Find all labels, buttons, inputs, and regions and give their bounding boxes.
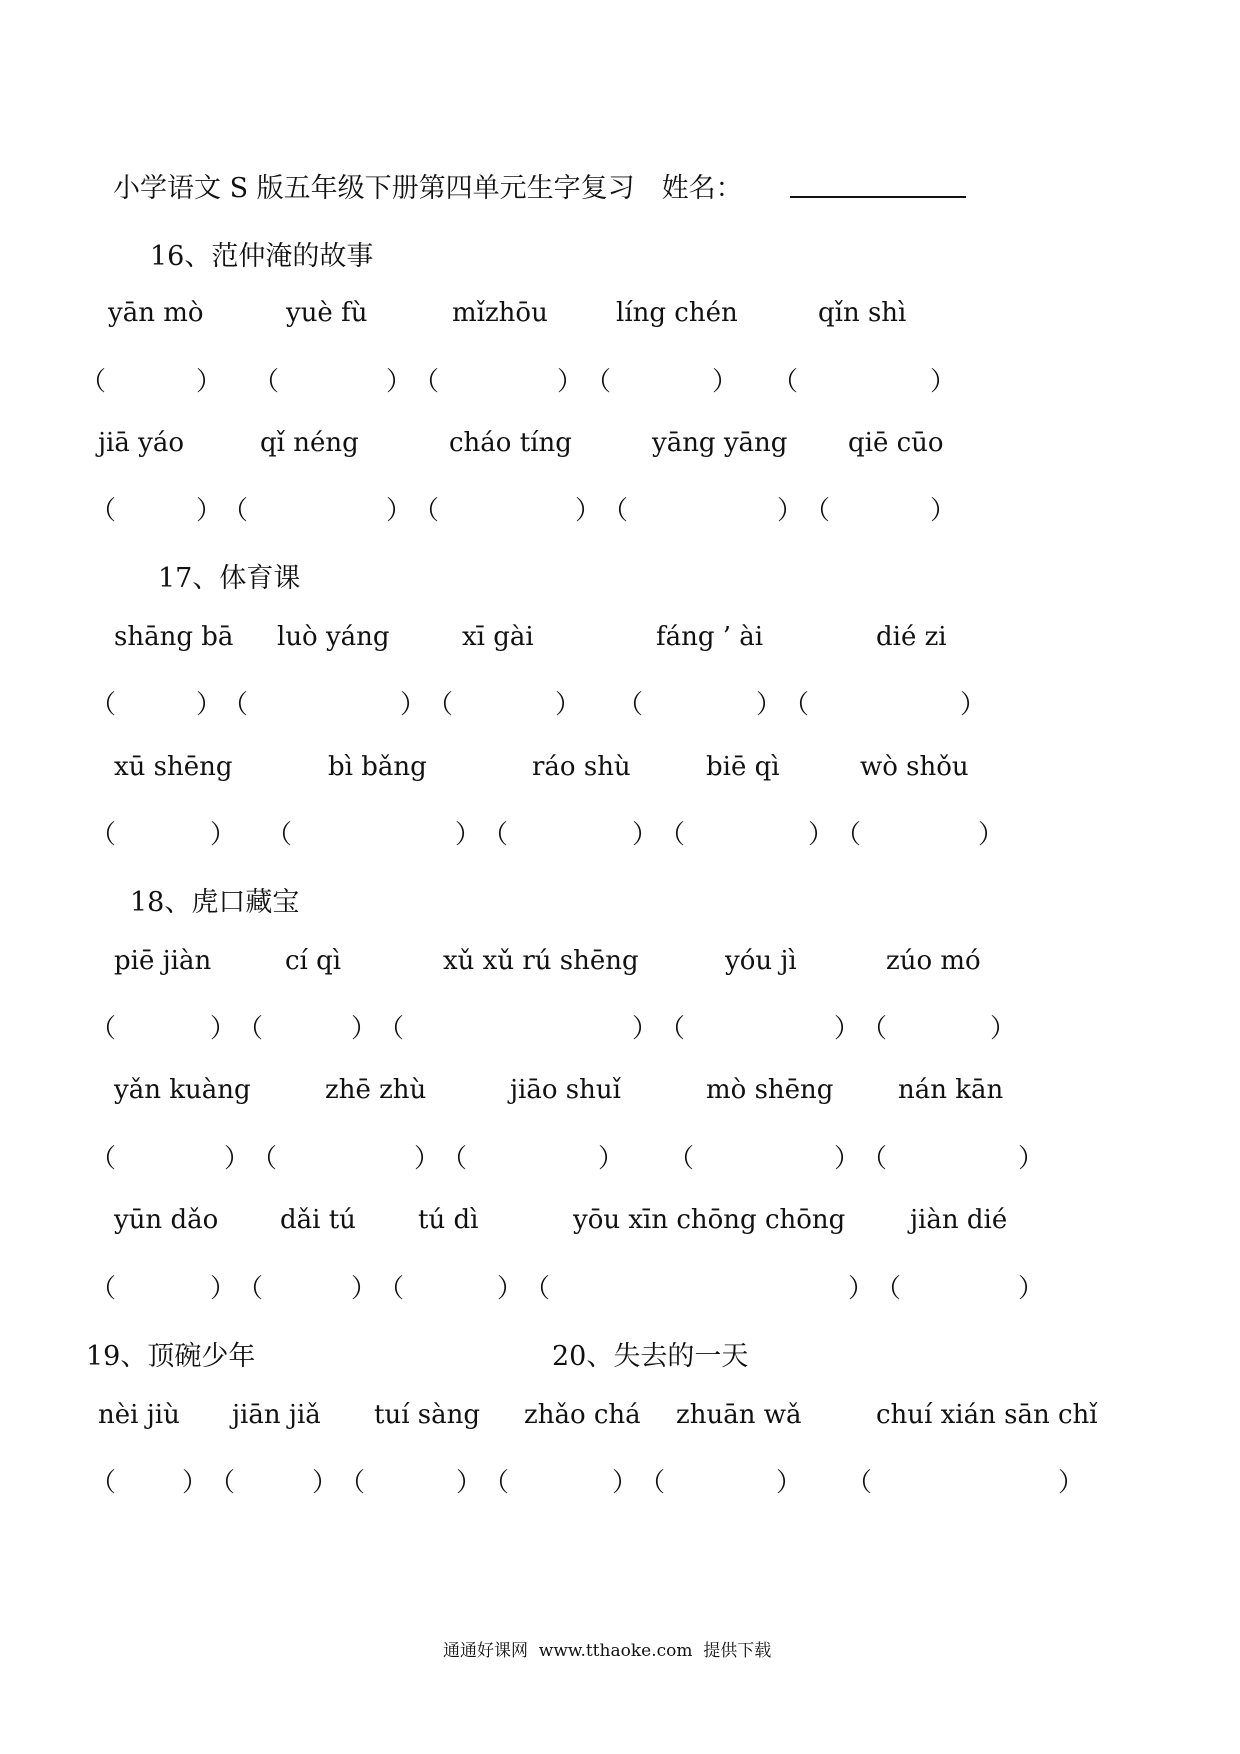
pinyin-item: jiāo shuǐ <box>510 1075 621 1105</box>
answer-paren-close: ） <box>414 1144 441 1174</box>
answer-paren-close: ） <box>978 820 1005 850</box>
answer-paren-open: （ <box>413 496 440 526</box>
pinyin-item: líng chén <box>616 298 738 328</box>
answer-paren-close: ） <box>497 1274 524 1304</box>
answer-paren-close: ） <box>632 1014 659 1044</box>
answer-paren-open: （ <box>772 367 799 397</box>
page-title: 小学语文 S 版五年级下册第四单元生字复习 姓名： <box>113 173 743 204</box>
answer-paren-close: ） <box>456 1468 483 1498</box>
answer-paren-open: （ <box>427 690 454 720</box>
answer-paren-open: （ <box>482 820 509 850</box>
answer-paren-close: ） <box>808 820 835 850</box>
pinyin-item: dié zi <box>876 622 947 652</box>
pinyin-item: zhǎo chá <box>524 1400 641 1430</box>
answer-paren-open: （ <box>253 367 280 397</box>
answer-paren-open: （ <box>90 496 117 526</box>
answer-paren-close: ） <box>351 1274 378 1304</box>
answer-paren-open: （ <box>378 1274 405 1304</box>
answer-paren-close: ） <box>210 1014 237 1044</box>
answer-paren-close: ） <box>1018 1274 1045 1304</box>
answer-paren-open: （ <box>90 820 117 850</box>
section-heading-17: 17、体育课 <box>158 563 301 594</box>
answer-paren-close: ） <box>575 496 602 526</box>
section-heading-16: 16、范仲淹的故事 <box>150 241 374 272</box>
answer-paren-open: （ <box>602 496 629 526</box>
answer-paren-close: ） <box>351 1014 378 1044</box>
answer-paren-close: ） <box>612 1468 639 1498</box>
pinyin-item: qiē cūo <box>848 428 944 458</box>
section-heading-20: 20、失去的一天 <box>552 1341 749 1372</box>
answer-paren-close: ） <box>312 1468 339 1498</box>
pinyin-item: bì bǎng <box>328 752 427 782</box>
pinyin-item: yóu jì <box>725 946 797 976</box>
pinyin-item: yǎn kuàng <box>114 1075 251 1105</box>
pinyin-item: nèi jiù <box>98 1400 180 1430</box>
answer-paren-open: （ <box>524 1274 551 1304</box>
answer-paren-open: （ <box>90 1144 117 1174</box>
answer-paren-close: ） <box>960 690 987 720</box>
answer-paren-close: ） <box>386 496 413 526</box>
answer-paren-open: （ <box>441 1144 468 1174</box>
pinyin-item: zúo mó <box>886 946 981 976</box>
pinyin-item: cháo tíng <box>449 428 572 458</box>
section-heading-19: 19、顶碗少年 <box>86 1341 256 1372</box>
answer-paren-open: （ <box>483 1468 510 1498</box>
pinyin-item: yūn dǎo <box>114 1205 219 1235</box>
pinyin-item: zhē zhù <box>325 1075 427 1105</box>
pinyin-item: ráo shù <box>532 752 631 782</box>
answer-paren-open: （ <box>237 1274 264 1304</box>
answer-paren-open: （ <box>413 367 440 397</box>
answer-paren-open: （ <box>222 496 249 526</box>
answer-paren-open: （ <box>266 820 293 850</box>
answer-paren-close: ） <box>386 367 413 397</box>
answer-paren-close: ） <box>632 820 659 850</box>
page-footer: 通通好课网 www.tthaoke.com 提供下载 <box>443 1641 772 1661</box>
answer-paren-open: （ <box>237 1014 264 1044</box>
pinyin-item: jiā yáo <box>98 428 184 458</box>
answer-paren-open: （ <box>251 1144 278 1174</box>
answer-paren-open: （ <box>861 1144 888 1174</box>
name-blank-line <box>790 196 966 198</box>
answer-paren-close: ） <box>196 367 223 397</box>
pinyin-item: nán kān <box>898 1075 1004 1105</box>
answer-paren-open: （ <box>668 1144 695 1174</box>
answer-paren-open: （ <box>80 367 107 397</box>
answer-paren-close: ） <box>455 820 482 850</box>
answer-paren-close: ） <box>196 690 223 720</box>
pinyin-item: mò shēng <box>706 1075 834 1105</box>
answer-paren-close: ） <box>598 1144 625 1174</box>
answer-paren-open: （ <box>639 1468 666 1498</box>
answer-paren-open: （ <box>783 690 810 720</box>
answer-paren-close: ） <box>210 1274 237 1304</box>
answer-paren-close: ） <box>834 1014 861 1044</box>
pinyin-item: mǐzhōu <box>452 298 548 328</box>
answer-paren-close: ） <box>210 820 237 850</box>
answer-paren-open: （ <box>378 1014 405 1044</box>
answer-paren-close: ） <box>756 690 783 720</box>
answer-paren-close: ） <box>182 1468 209 1498</box>
answer-paren-open: （ <box>804 496 831 526</box>
pinyin-item: qǐn shì <box>818 298 907 328</box>
pinyin-item: fáng ’ ài <box>656 622 764 652</box>
answer-paren-open: （ <box>222 690 249 720</box>
pinyin-item: yuè fù <box>286 298 368 328</box>
answer-paren-close: ） <box>196 496 223 526</box>
pinyin-item: yān mò <box>108 298 204 328</box>
answer-paren-open: （ <box>90 690 117 720</box>
answer-paren-open: （ <box>861 1014 888 1044</box>
answer-paren-close: ） <box>1018 1144 1045 1174</box>
pinyin-item: tuí sàng <box>374 1400 481 1430</box>
answer-paren-close: ） <box>834 1144 861 1174</box>
answer-paren-close: ） <box>848 1274 875 1304</box>
answer-paren-close: ） <box>776 1468 803 1498</box>
answer-paren-open: （ <box>617 690 644 720</box>
section-heading-18: 18、虎口藏宝 <box>130 887 300 918</box>
answer-paren-open: （ <box>875 1274 902 1304</box>
pinyin-item: chuí xián sān chǐ <box>876 1400 1098 1430</box>
answer-paren-open: （ <box>90 1014 117 1044</box>
answer-paren-close: ） <box>930 496 957 526</box>
answer-paren-close: ） <box>224 1144 251 1174</box>
pinyin-item: yōu xīn chōng chōng <box>573 1205 846 1235</box>
pinyin-item: tú dì <box>418 1205 479 1235</box>
pinyin-item: xǔ xǔ rú shēng <box>443 946 639 976</box>
answer-paren-close: ） <box>777 496 804 526</box>
pinyin-item: luò yáng <box>277 622 390 652</box>
answer-paren-open: （ <box>339 1468 366 1498</box>
answer-paren-close: ） <box>1058 1468 1085 1498</box>
answer-paren-open: （ <box>585 367 612 397</box>
answer-paren-open: （ <box>659 820 686 850</box>
pinyin-item: biē qì <box>706 752 780 782</box>
pinyin-item: yāng yāng <box>652 428 788 458</box>
pinyin-item: shāng bā <box>114 622 234 652</box>
pinyin-item: jiàn dié <box>910 1205 1008 1235</box>
answer-paren-open: （ <box>90 1468 117 1498</box>
pinyin-item: dǎi tú <box>280 1205 356 1235</box>
answer-paren-close: ） <box>990 1014 1017 1044</box>
answer-paren-open: （ <box>835 820 862 850</box>
answer-paren-close: ） <box>557 367 584 397</box>
answer-paren-open: （ <box>846 1468 873 1498</box>
answer-paren-open: （ <box>659 1014 686 1044</box>
pinyin-item: qǐ néng <box>260 428 359 458</box>
answer-paren-close: ） <box>930 367 957 397</box>
answer-paren-open: （ <box>90 1274 117 1304</box>
pinyin-item: wò shǒu <box>860 752 969 782</box>
answer-paren-close: ） <box>712 367 739 397</box>
pinyin-item: zhuān wǎ <box>676 1400 802 1430</box>
pinyin-item: xū shēng <box>114 752 233 782</box>
pinyin-item: jiān jiǎ <box>232 1400 321 1430</box>
answer-paren-close: ） <box>400 690 427 720</box>
answer-paren-open: （ <box>209 1468 236 1498</box>
answer-paren-close: ） <box>555 690 582 720</box>
pinyin-item: piē jiàn <box>114 946 212 976</box>
pinyin-item: cí qì <box>285 946 342 976</box>
pinyin-item: xī gài <box>462 622 534 652</box>
